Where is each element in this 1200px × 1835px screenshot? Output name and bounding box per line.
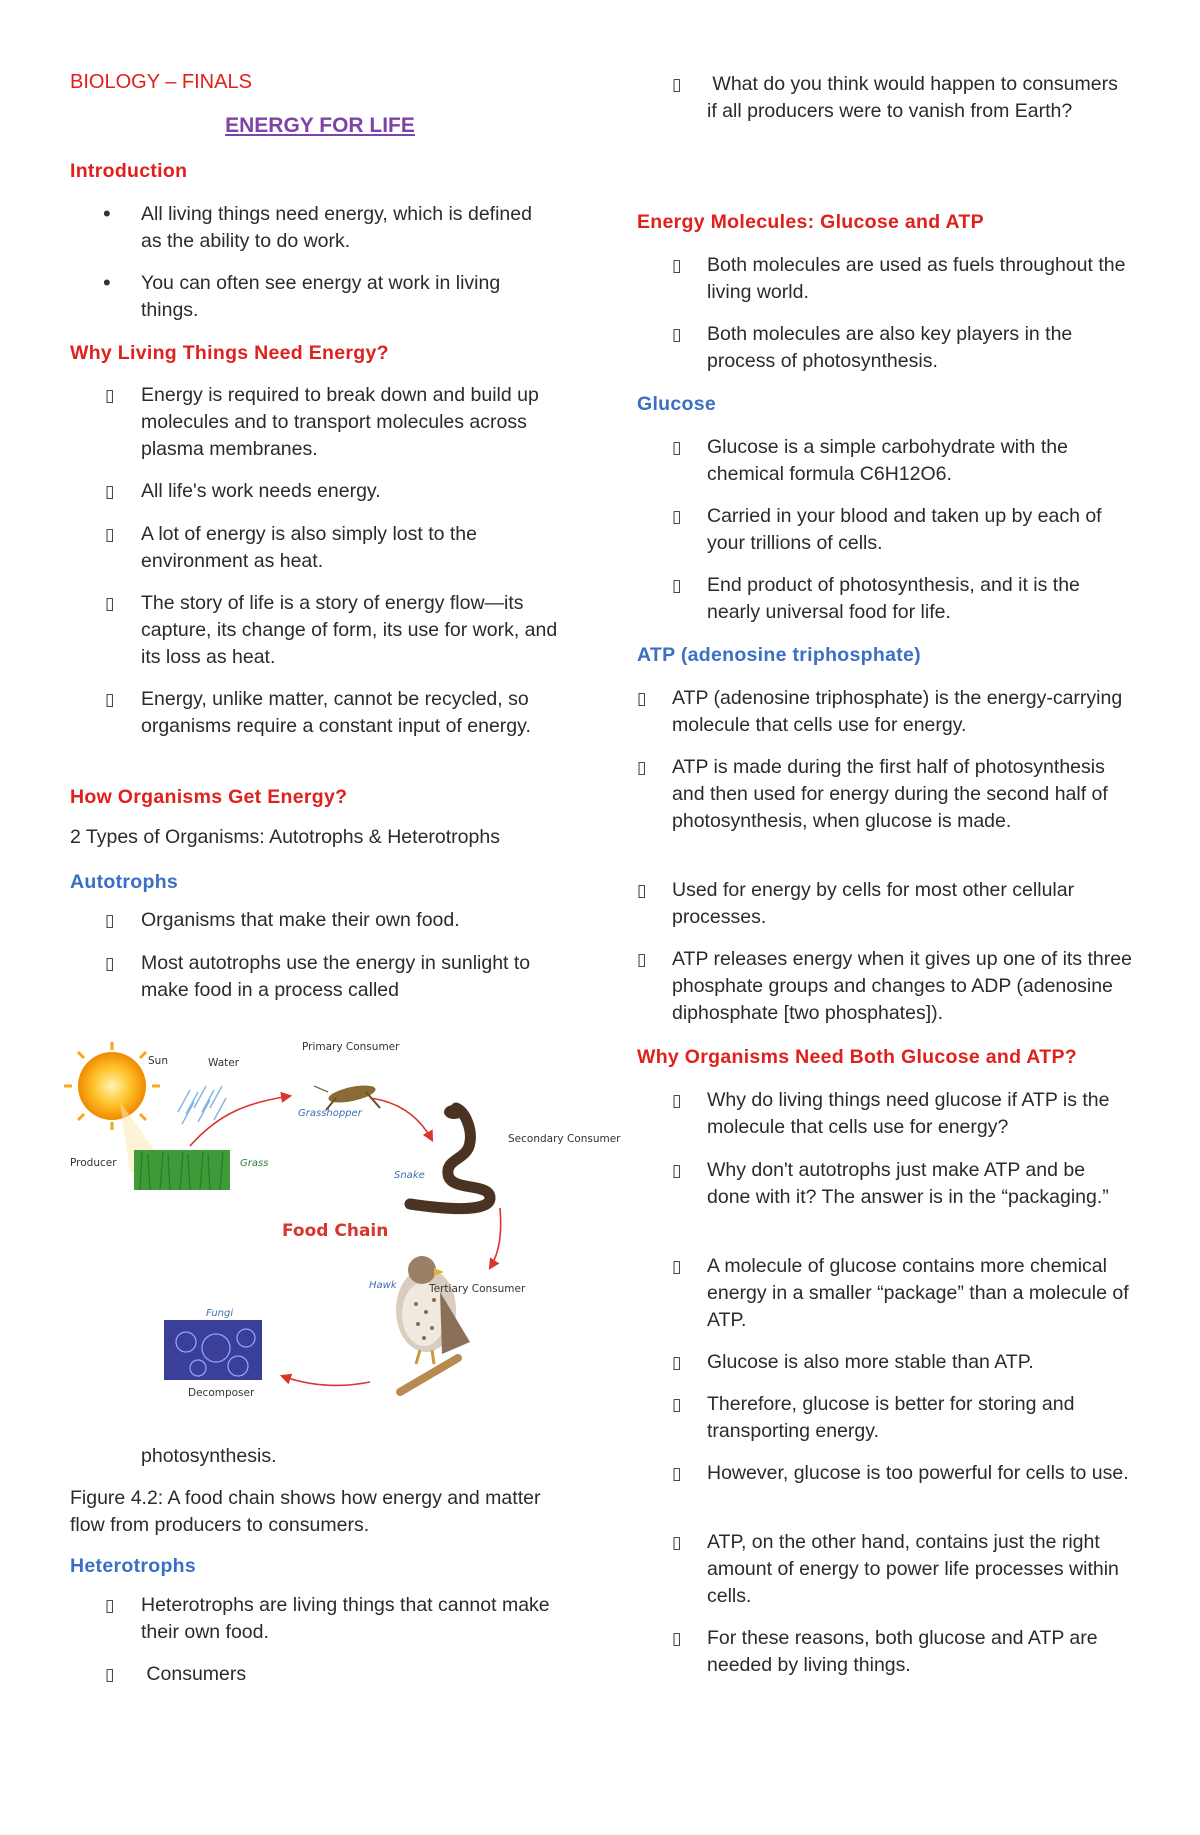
diagram-title: Food Chain — [282, 1221, 389, 1241]
bullet-icon: ▯ — [637, 758, 647, 777]
heading-introduction: Introduction — [70, 160, 188, 182]
list-item: • You can often see energy at work in living things. — [103, 270, 501, 321]
heading-autotrophs: Autotrophs — [70, 871, 179, 893]
list-item: ▯ What do you think would happen to consumers if all producers were to vanish from Earth? — [672, 73, 1124, 122]
label-grasshopper: Grasshopper — [298, 1108, 362, 1119]
heading-why-both: Why Organisms Need Both Glucose and ATP? — [637, 1046, 1077, 1068]
list-item: ▯ Why do living things need glucose if ATP is the molecule that cells use for energy? — [672, 1089, 1110, 1138]
label-decomposer: Decomposer — [188, 1387, 255, 1399]
heading-how-energy: How Organisms Get Energy? — [70, 786, 348, 808]
list-item: ▯ ATP, on the other hand, contains just the right amount of energy to power life processes within cells. — [672, 1531, 1119, 1607]
heading-glucose: Glucose — [637, 393, 717, 415]
list-item: ▯ Heterotrophs are living things that cannot make their own food. — [105, 1594, 550, 1643]
list-item: ▯ For these reasons, both glucose and ATP are needed by living things. — [672, 1627, 1098, 1676]
list-item: • All living things need energy, which is defined as the ability to do work. — [103, 201, 532, 252]
list-item: ▯ Organisms that make their own food. — [70, 907, 560, 934]
label-primary-consumer: Primary Consumer — [302, 1041, 400, 1053]
hawk-icon — [396, 1256, 470, 1392]
bullet-icon: ▯ — [672, 507, 682, 526]
photosynthesis-continuation: photosynthesis. — [141, 1445, 277, 1467]
list-item: ▯ End product of photosynthesis, and it is the nearly universal food for life. — [672, 574, 1080, 623]
list-item: ▯ ATP is made during the first half of photosynthesis and then used for energy during the second half of photosynthesis, when glucose is made. — [637, 756, 1108, 832]
label-producer: Producer — [70, 1157, 117, 1169]
bullet-icon: ▯ — [672, 1533, 682, 1552]
bullet-icon: ▯ — [105, 1665, 115, 1684]
label-snake: Snake — [394, 1170, 425, 1181]
bullet-icon: ▯ — [105, 386, 115, 405]
bullet-icon: ▯ — [672, 1353, 682, 1372]
bullet-icon: ▯ — [105, 482, 115, 501]
heading-heterotrophs: Heterotrophs — [70, 1555, 197, 1577]
label-water: Water — [208, 1057, 240, 1069]
label-tertiary-consumer: Tertiary Consumer — [429, 1283, 526, 1295]
label-sun: Sun — [148, 1055, 168, 1067]
list-item: ▯ A lot of energy is also simply lost to the environment as heat. — [105, 523, 477, 572]
heading-energy-molecules: Energy Molecules: Glucose and ATP — [637, 211, 984, 233]
document-header: BIOLOGY – FINALS — [70, 71, 252, 93]
list-item: ▯ Energy is required to break down and build up molecules and to transport molecules across plasma membranes. — [105, 384, 539, 460]
heading-atp: ATP (adenosine triphosphate) — [637, 644, 921, 666]
bullet-icon: ▯ — [672, 325, 682, 344]
list-item: ▯ Why don't autotrophs just make ATP and be done with it? The answer is in the “packaging.” — [672, 1159, 1109, 1208]
bullet-icon: ▯ — [637, 689, 647, 708]
heading-why-energy: Why Living Things Need Energy? — [70, 342, 389, 364]
grass-icon — [134, 1150, 230, 1190]
bullet-icon: ▯ — [637, 881, 647, 900]
page-title: ENERGY FOR LIFE — [225, 114, 415, 137]
list-item: ▯ Therefore, glucose is better for storing and transporting energy. — [672, 1393, 1075, 1442]
bullet-icon: ▯ — [672, 438, 682, 457]
list-item: ▯ Both molecules are also key players in the process of photosynthesis. — [672, 323, 1073, 372]
list-item: ▯ A molecule of glucose contains more chemical energy in a smaller “package” than a molecule of ATP. — [672, 1255, 1129, 1331]
bullet-icon: ▯ — [672, 1257, 682, 1276]
list-item: ▯ Glucose is a simple carbohydrate with the chemical formula C6H12O6. — [672, 436, 1068, 485]
list-item: ▯ ATP releases energy when it gives up one of its three phosphate groups and changes to ADP (adenosine diphosphate [two phosphates]). — [637, 948, 1132, 1024]
bullet-icon: ▯ — [672, 1464, 682, 1483]
paragraph: 2 Types of Organisms: Autotrophs & Heterotrophs — [70, 826, 500, 848]
water-icon — [178, 1086, 226, 1124]
grasshopper-icon — [314, 1082, 380, 1110]
list-item: ▯ Both molecules are used as fuels throughout the living world. — [672, 254, 1126, 303]
label-secondary-consumer: Secondary Consumer — [508, 1133, 621, 1145]
label-hawk: Hawk — [369, 1280, 397, 1291]
sun-icon — [64, 1042, 160, 1130]
bullet-icon: ▯ — [672, 1161, 682, 1180]
food-chain-diagram — [70, 1041, 621, 1412]
bullet-icon: ▯ — [105, 1596, 115, 1615]
label-grass: Grass — [240, 1158, 269, 1169]
bullet-icon: ▯ — [637, 950, 647, 969]
list-item: ▯ The story of life is a story of energy flow—its capture, its change of form, its use for work, and its loss as heat. — [105, 592, 558, 668]
list-item: ▯ Used for energy by cells for most other cellular processes. — [637, 879, 1075, 928]
snake-icon — [410, 1105, 490, 1209]
list-item: ▯ All life's work needs energy. — [70, 478, 560, 505]
list-item: ▯ Energy, unlike matter, cannot be recycled, so organisms require a constant input of energy. — [105, 688, 531, 737]
list-item: ▯ However, glucose is too powerful for cells to use. — [637, 1460, 1137, 1487]
bullet-icon: ▯ — [672, 256, 682, 275]
bullet-icon: ▯ — [105, 594, 115, 613]
label-fungi: Fungi — [206, 1308, 234, 1319]
bullet-icon: ▯ — [105, 690, 115, 709]
bullet-icon: ▯ — [672, 576, 682, 595]
bullet-icon: ▯ — [105, 525, 115, 544]
bullet-icon: • — [103, 270, 111, 295]
list-item: ▯ Glucose is also more stable than ATP. — [637, 1349, 1127, 1376]
list-item: ▯ Most autotrophs use the energy in sunlight to make food in a process called — [105, 952, 531, 1001]
bullet-icon: ▯ — [105, 911, 115, 930]
figure-caption: Figure 4.2: A food chain shows how energy and matter flow from producers to consumers. — [70, 1487, 541, 1536]
list-item: ▯ Carried in your blood and taken up by each of your trillions of cells. — [672, 505, 1102, 554]
bullet-icon: • — [103, 201, 111, 226]
bullet-icon: ▯ — [672, 1395, 682, 1414]
bullet-icon: ▯ — [105, 954, 115, 973]
list-item: ▯ ATP (adenosine triphosphate) is the energy-carrying molecule that cells use for energy. — [637, 687, 1123, 736]
bullet-icon: ▯ — [672, 75, 682, 94]
bullet-icon: ▯ — [672, 1629, 682, 1648]
fungi-icon — [164, 1320, 262, 1380]
bullet-icon: ▯ — [672, 1091, 682, 1110]
list-item: ▯ Consumers — [70, 1661, 560, 1688]
